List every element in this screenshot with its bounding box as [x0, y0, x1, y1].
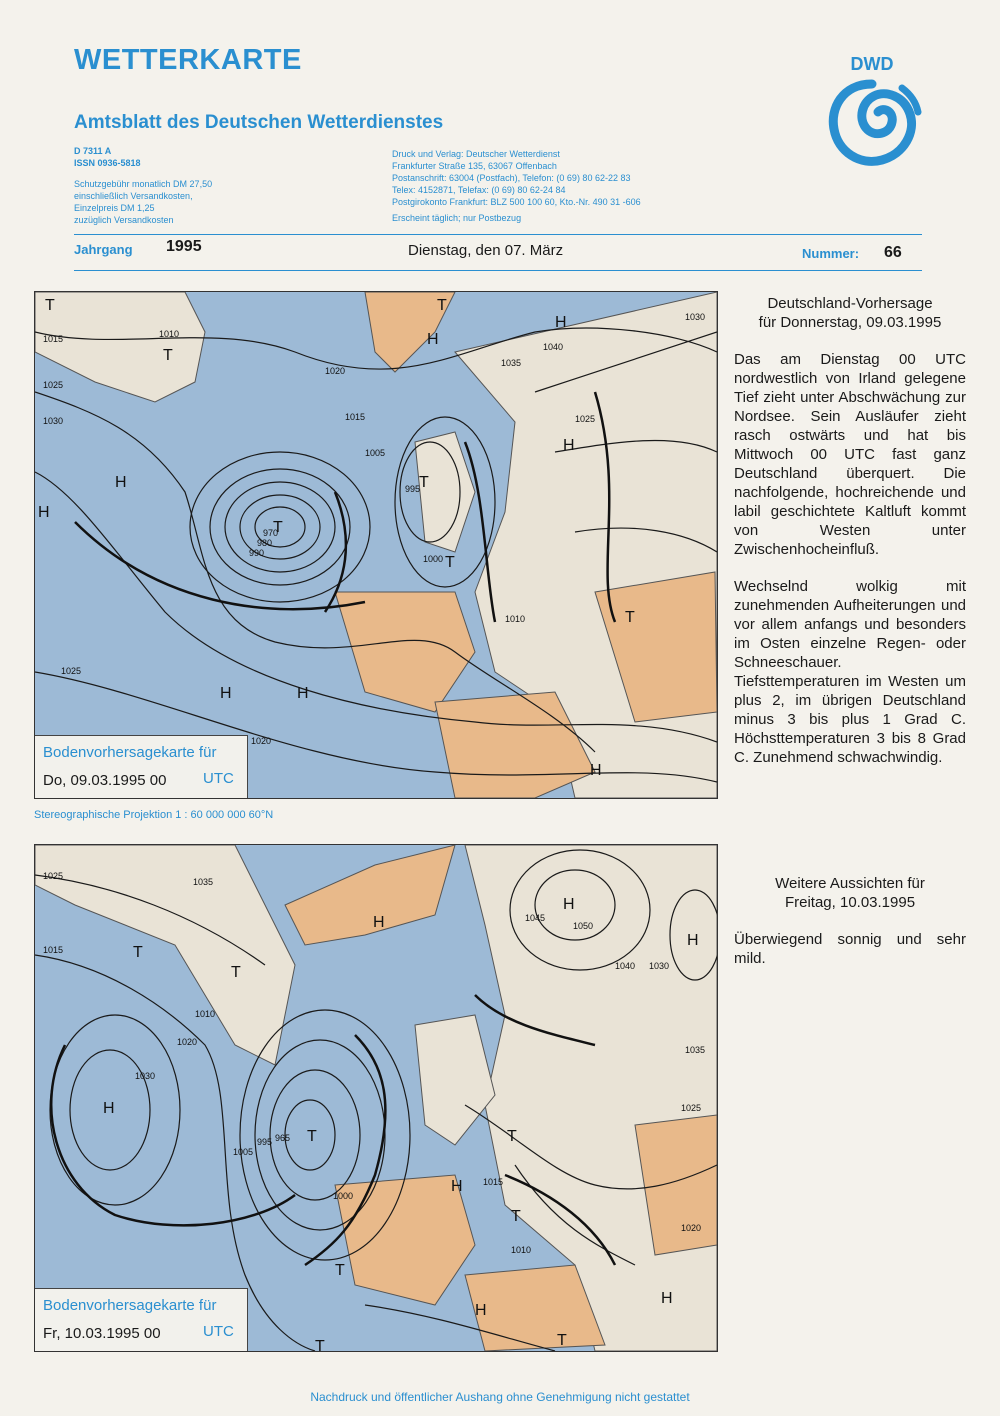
isobar-label: 1020 — [177, 1037, 198, 1047]
landmass — [35, 845, 295, 1065]
forecast-outlook — [734, 874, 966, 968]
isobar-label: 1050 — [573, 921, 594, 931]
pressure-center: T — [557, 1332, 567, 1349]
pressure-center: T — [231, 964, 241, 981]
forecast-paragraph: Das am Dienstag 00 UTC nordwestlich von Irland gelegene Tief zieht unter Abschwächung zur Nordsee. Sein Ausläufer zieht rasch ostwärts und hat bis Mittwoch 00 UTC fast ganz Deutschland überquert. Die nachfolgende, hochreichende und labil geschichtete Kaltluft kommt von Westen unter Zwischenhocheinfluß. — [734, 351, 966, 558]
isobar-label: 1025 — [681, 1103, 702, 1113]
isobar-label: 980 — [257, 538, 273, 548]
pressure-center: T — [437, 297, 447, 314]
map-timezone: UTC — [203, 770, 234, 787]
pressure-center: H — [451, 1178, 463, 1195]
isobar-label: 1030 — [43, 416, 64, 426]
forecast-paragraph: Wechselnd wolkig mit zunehmenden Aufheiterungen und vor allem anfangs und besonders im Osten einzelne Regen- oder Schneeschauer. Tiefsttemperaturen im Westen um plus 2, im übrigen Deutschland minus 3 bis plus 1 Grad C. Höchsttemperaturen 3 bis 8 Grad C. Zunehmend schwachwindig. — [734, 578, 966, 766]
pressure-center: H — [427, 331, 439, 348]
pressure-center: T — [133, 944, 143, 961]
weather-front — [75, 522, 365, 609]
isobar-label: 1025 — [575, 414, 596, 424]
isobar-label: 1020 — [681, 1223, 702, 1233]
projection-note: Stereographische Projektion 1 : 60 000 000 60°N — [34, 809, 274, 821]
pressure-center: H — [373, 914, 385, 931]
isobar-label: 1045 — [525, 913, 546, 923]
isobar-label: 1020 — [251, 736, 272, 746]
isobar-label: 1030 — [649, 961, 670, 971]
isobar-label: 1010 — [511, 1245, 532, 1255]
isobar-label: 1030 — [685, 312, 706, 322]
publisher-line: Druck und Verlag: Deutscher Wetterdienst — [392, 149, 560, 159]
outlook-text: Überwiegend sonnig und sehr mild. — [734, 931, 966, 967]
isobar-label: 1015 — [43, 945, 64, 955]
publisher-line: Telex: 4152871, Telefax: (0 69) 80 62-24 84 — [392, 185, 566, 195]
isobar-label: 1010 — [159, 329, 180, 339]
nummer-value: 66 — [884, 244, 902, 261]
pressure-center: H — [563, 437, 575, 454]
forecast-heading — [734, 294, 966, 332]
pressure-center: T — [445, 554, 455, 571]
forecast-heading-line: für Donnerstag, 09.03.1995 — [758, 314, 942, 331]
map-timezone: UTC — [203, 1323, 234, 1340]
isobar-label: 1020 — [325, 366, 346, 376]
pressure-center: T — [625, 609, 635, 626]
publisher-info — [392, 148, 722, 224]
pressure-center: H — [475, 1302, 487, 1319]
isobar-label: 990 — [249, 548, 265, 558]
header-rule — [74, 270, 922, 271]
pressure-center: T — [273, 519, 283, 536]
outlook-heading — [734, 874, 966, 912]
isobar-label: 1025 — [43, 380, 64, 390]
isobar-label: 1015 — [483, 1177, 504, 1187]
isobar-label: 1000 — [423, 554, 444, 564]
forecast-germany — [734, 294, 966, 767]
pressure-center: H — [563, 896, 575, 913]
pressure-center: H — [103, 1100, 115, 1117]
pressure-center: H — [555, 314, 567, 331]
pressure-center: H — [661, 1290, 673, 1307]
fee-line: einschließlich Versandkosten, — [74, 191, 193, 201]
publication-info-left — [74, 145, 354, 226]
pressure-center: H — [115, 474, 127, 491]
landmass — [415, 1015, 495, 1145]
publication-frequency: Erscheint täglich; nur Postbezug — [392, 213, 522, 223]
landmass — [285, 845, 455, 945]
forecast-map-friday — [34, 844, 718, 1352]
outlook-heading-line: Freitag, 10.03.1995 — [784, 894, 916, 911]
isobar-label: 1025 — [61, 666, 82, 676]
isobar-label: 965 — [275, 1133, 291, 1143]
landmass — [415, 432, 475, 552]
publication-code: D 7311 A — [74, 146, 112, 156]
logo-text: DWD — [850, 54, 894, 74]
publisher-line: Frankfurter Straße 135, 63067 Offenbach — [392, 161, 557, 171]
fee-line: Einzelpreis DM 1,25 — [74, 203, 155, 213]
pressure-center: T — [507, 1128, 517, 1145]
map-caption: Bodenvorhersagekarte für — [43, 744, 217, 761]
isobar-label: 1010 — [195, 1009, 216, 1019]
isobar-label: 1025 — [43, 871, 64, 881]
issn: ISSN 0936-5818 — [74, 158, 141, 168]
isobar-label: 1035 — [193, 877, 214, 887]
dwd-swirl-icon — [822, 54, 922, 172]
weather-front — [51, 1045, 295, 1225]
isobar-label: 1035 — [501, 358, 522, 368]
map-caption: Bodenvorhersagekarte für — [43, 1297, 217, 1314]
jahrgang-value: 1995 — [166, 238, 202, 255]
isobar-label: 995 — [405, 484, 421, 494]
isobar-label: 1035 — [685, 1045, 706, 1055]
pressure-center: T — [419, 474, 429, 491]
pressure-center: T — [307, 1128, 317, 1145]
pressure-center: T — [315, 1338, 325, 1351]
dwd-logo — [822, 54, 922, 172]
page-title: WETTERKARTE — [74, 44, 302, 76]
pressure-center: T — [163, 347, 173, 364]
isobar-label: 1015 — [43, 334, 64, 344]
isobar-label: 1005 — [233, 1147, 254, 1157]
fee-line: Schutzgebühr monatlich DM 27,50 — [74, 179, 213, 189]
isobar-label: 1010 — [505, 614, 526, 624]
forecast-map-thursday — [34, 291, 718, 799]
publisher-line: Postanschrift: 63004 (Postfach), Telefon: (0 69) 80 62-22 83 — [392, 173, 631, 183]
jahrgang-label: Jahrgang — [74, 242, 133, 257]
map-caption-box — [35, 1288, 248, 1351]
header-rule — [74, 234, 922, 235]
pressure-center: H — [220, 685, 232, 702]
map-datetime: Fr, 10.03.1995 00 — [43, 1325, 161, 1342]
pressure-center: T — [511, 1208, 521, 1225]
pressure-center: H — [38, 504, 50, 521]
map-datetime: Do, 09.03.1995 00 — [43, 772, 167, 789]
map-caption-box — [35, 735, 248, 798]
weather-map-graphic — [35, 292, 717, 798]
isobar-label: 1000 — [333, 1191, 354, 1201]
outlook-heading-line: Weitere Aussichten für — [775, 875, 925, 892]
pressure-center: H — [687, 932, 699, 949]
isobar-label: 970 — [263, 528, 279, 538]
copyright-notice: Nachdruck und öffentlicher Aushang ohne Genehmigung nicht gestattet — [310, 1390, 690, 1404]
isobar-label: 1005 — [365, 448, 386, 458]
isobar-label: 1040 — [615, 961, 636, 971]
isobar-label: 1015 — [345, 412, 366, 422]
pressure-center: H — [297, 685, 309, 702]
weather-map-graphic — [35, 845, 717, 1351]
isobar-label: 995 — [257, 1137, 273, 1147]
publisher-line: Postgirokonto Frankfurt: BLZ 500 100 60, Kto.-Nr. 490 31 -606 — [392, 197, 641, 207]
pressure-center: T — [45, 297, 55, 314]
publication-subtitle: Amtsblatt des Deutschen Wetterdienstes — [74, 112, 444, 133]
isobar-label: 1030 — [135, 1071, 156, 1081]
fee-line: zuzüglich Versandkosten — [74, 215, 174, 225]
pressure-center: T — [335, 1262, 345, 1279]
isobar-label: 1040 — [543, 342, 564, 352]
forecast-heading-line: Deutschland-Vorhersage — [767, 295, 933, 312]
pressure-center: H — [590, 762, 602, 779]
issue-date: Dienstag, den 07. März — [408, 242, 564, 259]
nummer-label: Nummer: — [802, 246, 860, 261]
